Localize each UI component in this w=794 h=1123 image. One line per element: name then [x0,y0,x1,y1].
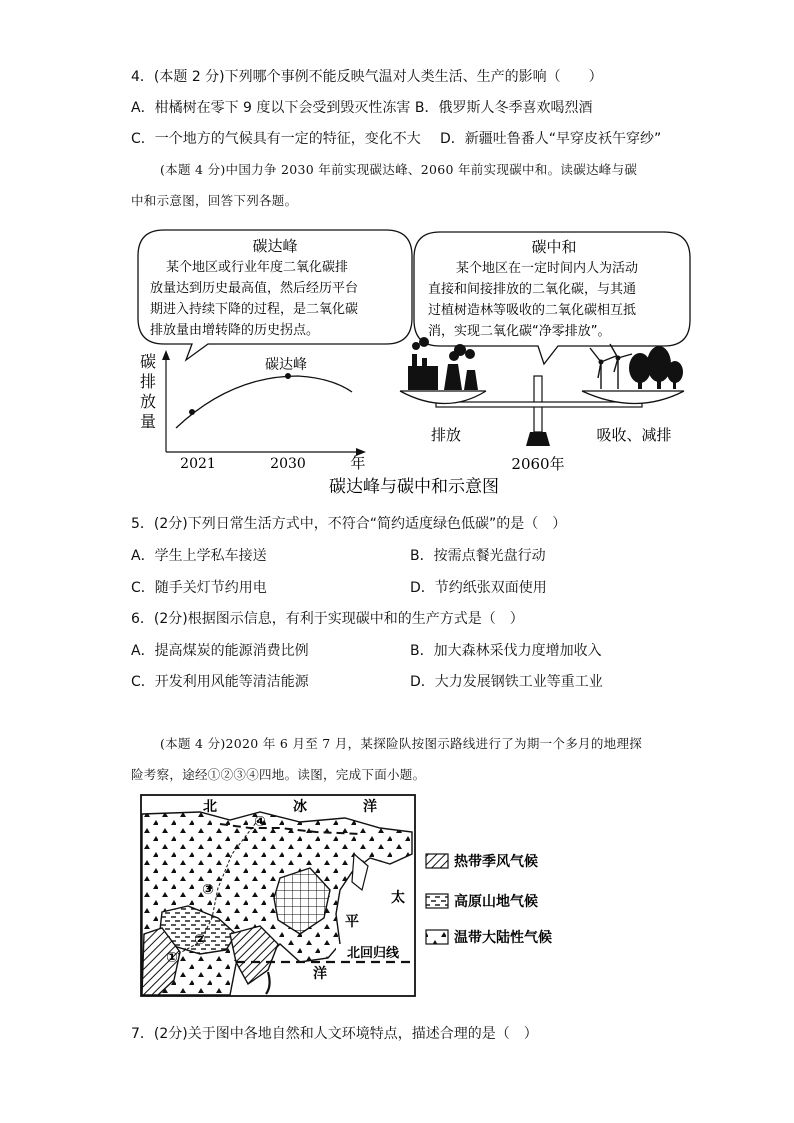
map-label-tai: 太 [391,890,405,906]
q5-option-a: A．学生上学私车接送 [131,548,267,564]
q6-option-a: A．提高煤炭的能源消费比例 [131,643,309,659]
legend-label: 温带大陆性气候 [454,930,552,946]
neutral-bubble-line: 过植树造林等吸收的二氧化碳相互抵 [428,303,637,318]
q5-option-b: B．按需点餐光盘行动 [410,548,546,564]
legend-label: 高原山地气候 [454,894,538,910]
x-tick-2030: 2030 [270,456,306,472]
neutral-bubble-line: 某个地区在一定时间内人为活动 [456,261,639,276]
q5-stem: 5．(2分)下列日常生活方式中，不符合“简约适度绿色低碳”的是（ ） [131,516,567,532]
map-point-3: ③ [202,882,214,898]
x-tick-2021: 2021 [180,456,216,472]
peak-bubble-title: 碳达峰 [252,237,298,255]
group1-intro-line2: 中和示意图，回答下列各题。 [131,193,298,208]
q4-option-d: D．新疆吐鲁番人“早穿皮袄午穿纱” [440,131,662,147]
peak-bubble-line: 期进入持续下降的过程，是二氧化碳 [150,302,359,317]
peak-bubble-line: 排放量由增转降的历史拐点。 [150,323,320,338]
map-label-ocean-bottom: 洋 [313,966,327,982]
q4-stem: 4．(本题 2 分)下列哪个事例不能反映气温对人类生活、生产的影响（ ） [131,69,603,85]
legend-swatch-tri [426,930,448,944]
y-axis-arrow [162,350,170,360]
q6-option-b: B．加大森林采伐力度增加收入 [410,643,602,659]
map-label-ice: 冰 [293,799,307,815]
emit-label: 排放 [430,426,462,444]
map-point-2: ② [194,932,206,948]
map-label-north: 北 [203,799,217,815]
wind-turbine-icon [590,344,632,389]
point-2030 [285,373,291,379]
map-label-ping: 平 [345,914,359,930]
map-label-ocean-top: 洋 [363,799,377,815]
q6-option-c: C．开发利用风能等清洁能源 [131,674,309,690]
q4-options-ab: A．柑橘树在零下 9 度以下会受到毁灭性冻害 B．俄罗斯人冬季喜欢喝烈酒 [131,100,593,116]
q4-option-c: C．一个地方的气候具有一定的特征，变化不大 [131,131,421,147]
absorb-label: 吸收、减排 [596,426,672,444]
ylabel-char: 量 [139,412,157,431]
ylabel-char: 排 [139,372,157,391]
route-map [140,794,580,998]
peak-bubble-line: 放量达到历史最高值，然后经历平台 [150,281,359,296]
legend-label: 热带季风气候 [454,854,538,870]
group1-intro-line1: (本题 4 分)中国力争 2030 年前实现碳达峰、2060 年前实现碳中和。读碳达峰与碳 [160,162,638,177]
x-unit: 年 [350,454,366,472]
q7-stem: 7．(2分)关于图中各地自然和人文环境特点，描述合理的是（ ） [131,1026,538,1042]
carbon-figure [136,226,696,500]
group2-intro-line1: (本题 4 分)2020 年 6 月至 7 月，某探险队按图示路线进行了为期一个多月的地理探 [160,736,643,751]
neutral-bubble-line: 直接和间接排放的二氧化碳，与其通 [428,282,637,297]
figure-caption: 碳达峰与碳中和示意图 [329,477,499,497]
ylabel-char: 碳 [139,352,157,371]
curve-peak-label: 碳达峰 [265,357,307,373]
legend-swatch-hatch [426,854,448,868]
point-2021 [189,409,195,415]
q5-option-d: D．节约纸张双面使用 [410,580,547,596]
neutral-bubble-line: 消，实现二氧化碳“净零排放”。 [428,324,611,339]
group2-intro-line2: 险考察，途经①②③④四地。读图，完成下面小题。 [131,767,426,782]
legend-swatch-dash [426,894,448,908]
peak-bubble-line: 某个地区或行业年度二氧化碳排 [166,260,349,275]
tropic-label: 北回归线 [346,946,400,961]
q6-stem: 6．(2分)根据图示信息，有利于实现碳中和的生产方式是（ ） [131,611,524,627]
emission-curve [176,376,352,428]
trees-icon [629,346,683,389]
q5-option-c: C．随手关灯节约用电 [131,580,267,596]
map-legend [426,853,552,946]
ylabel-char: 放 [139,392,157,411]
neutral-bubble-title: 碳中和 [531,238,577,256]
year-label: 2060年 [511,455,565,473]
map-point-1: ① [166,950,178,966]
map-point-4: ④ [254,814,266,830]
q6-option-d: D．大力发展钢铁工业等重工业 [410,674,603,690]
